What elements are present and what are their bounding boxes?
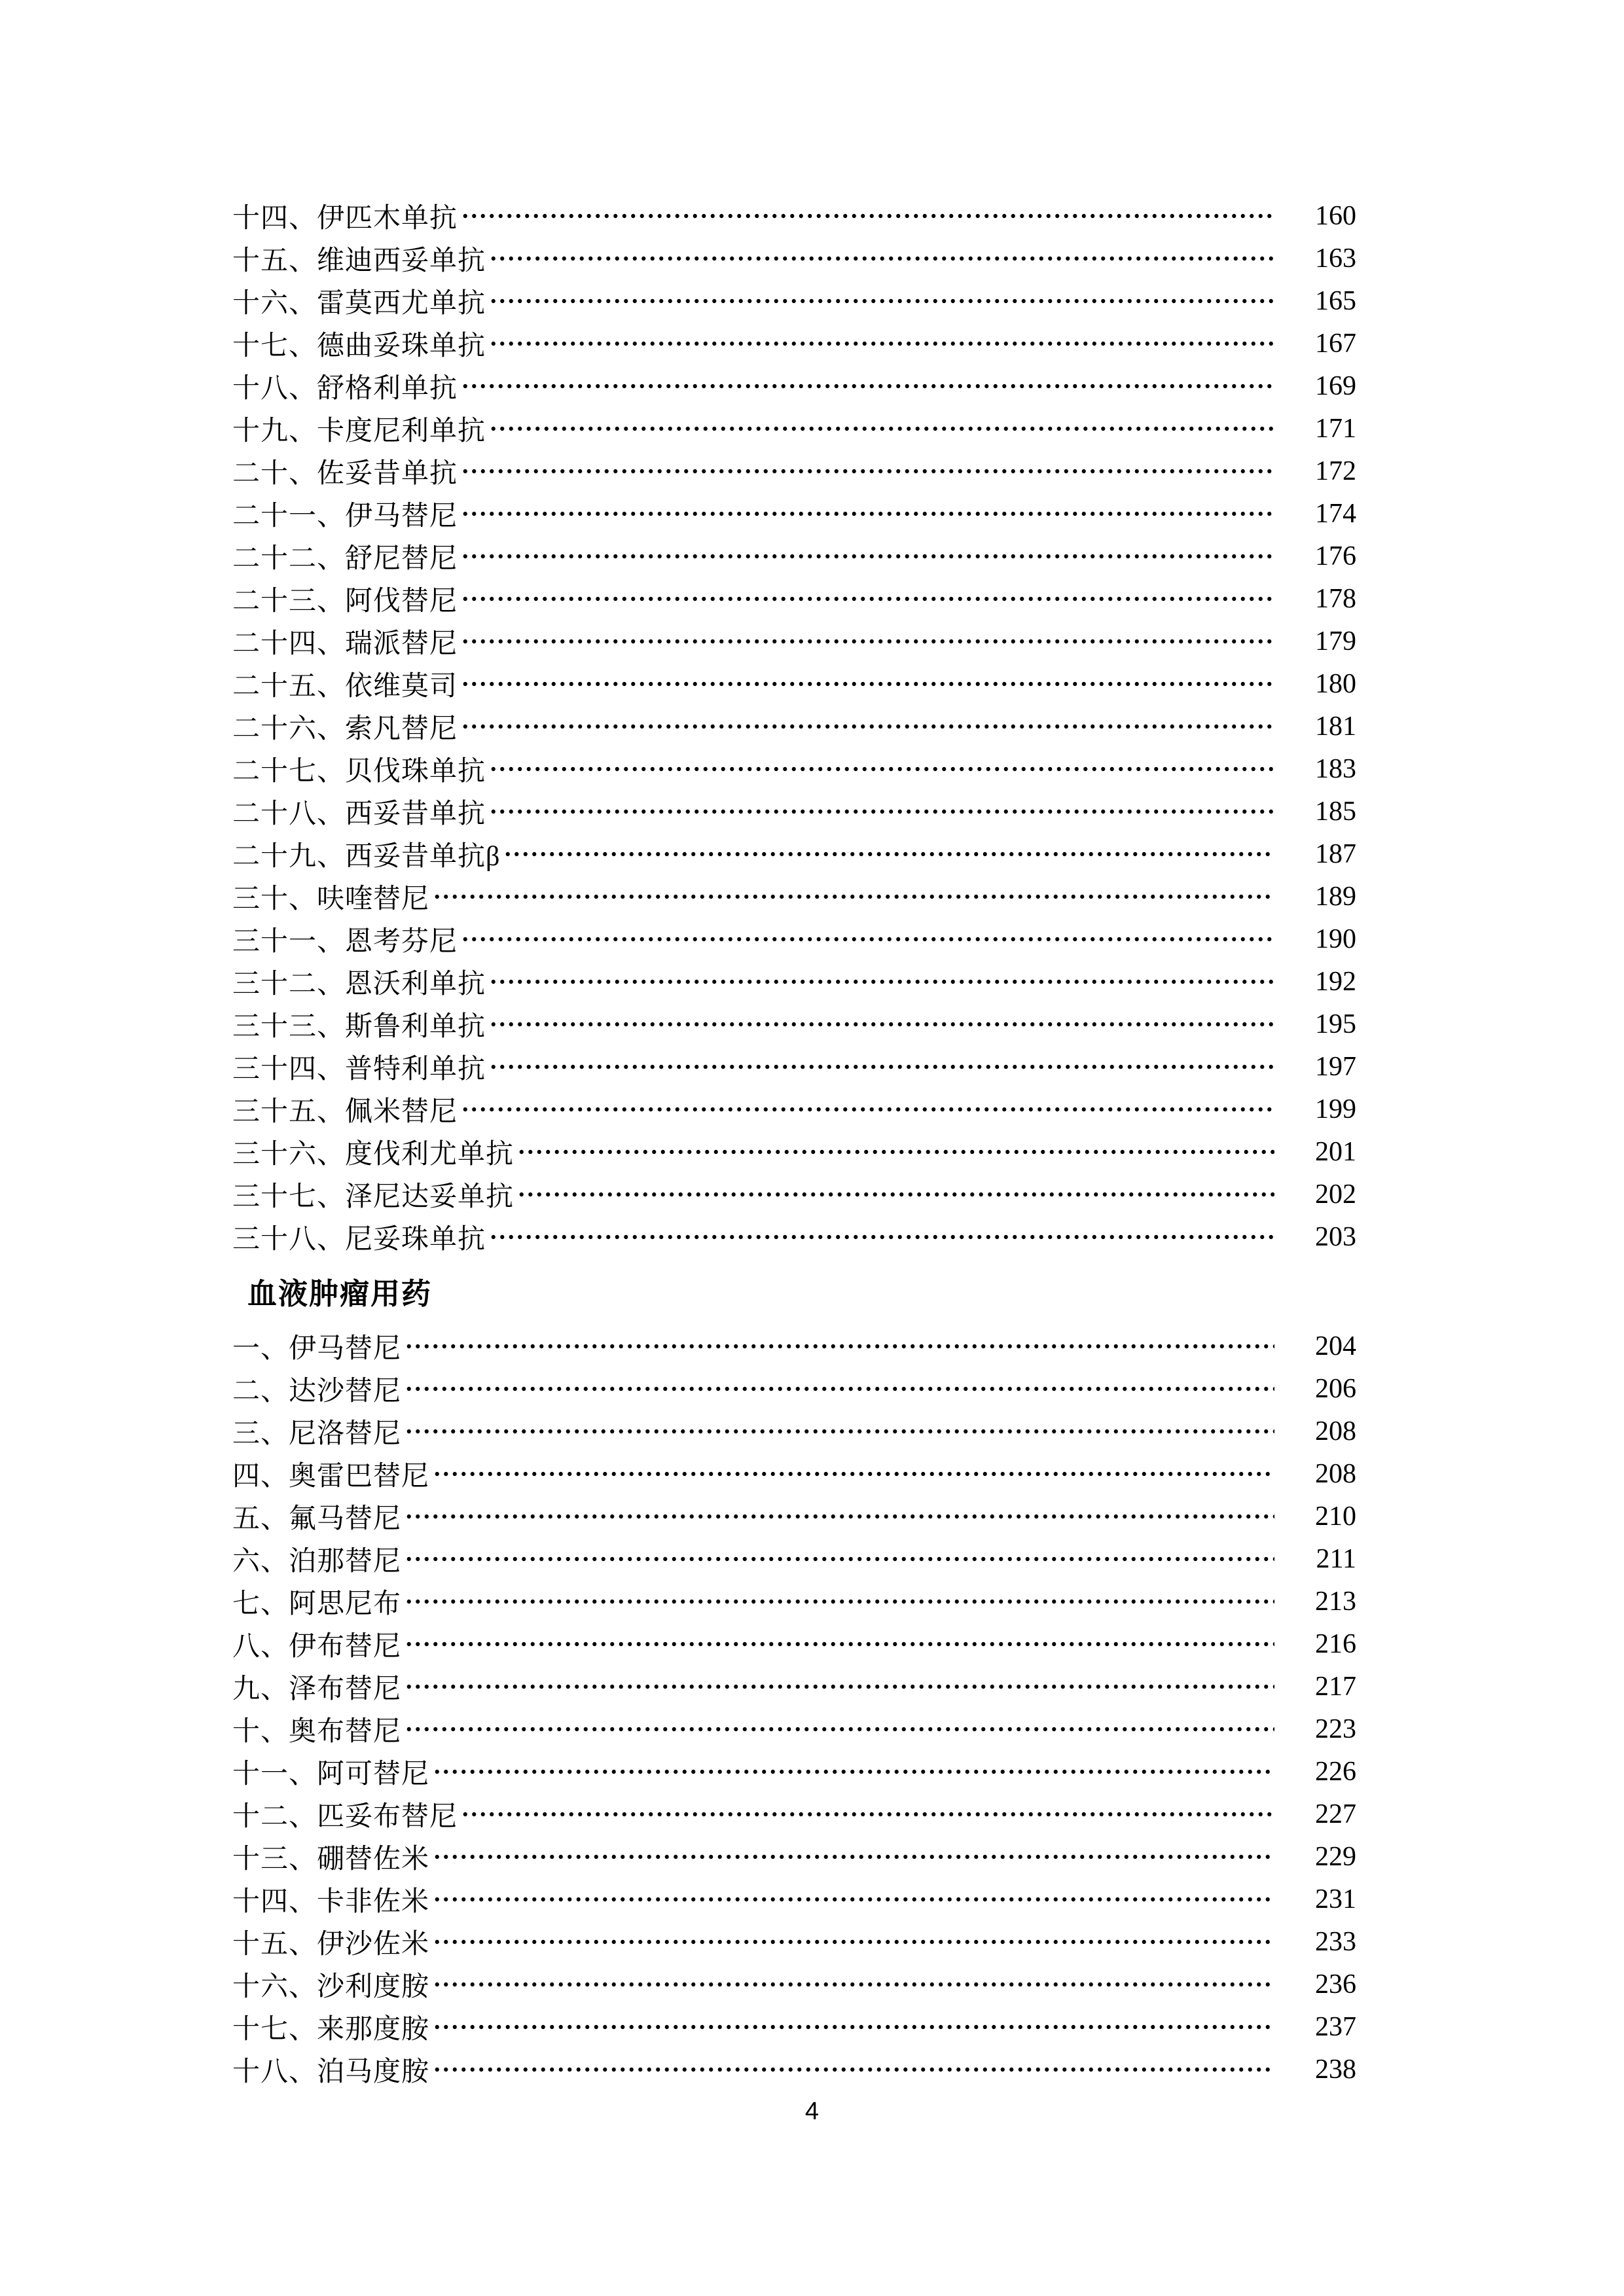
toc-entry-page: 181 [1315,711,1356,742]
toc-entry-label: 十二、匹妥布替尼 [232,1801,458,1832]
toc-entry[interactable] [232,1878,1356,1920]
dot-leader [405,1708,1274,1750]
toc-entry-page: 176 [1315,541,1356,571]
toc-entry-page: 238 [1315,2054,1356,2085]
dot-leader [461,1088,1274,1130]
toc-entry[interactable] [232,662,1356,705]
toc-entry[interactable] [232,1367,1356,1410]
toc-entry-label: 三十五、佩米替尼 [232,1096,458,1127]
dot-leader [489,322,1274,365]
toc-entry-label: 十七、来那度胺 [232,2014,430,2045]
dot-leader [461,577,1274,620]
toc-entry-page: 203 [1315,1221,1356,1252]
dot-leader [433,1963,1274,2005]
toc-entry[interactable] [232,1708,1356,1750]
toc-entry-label: 二十七、贝伐珠单抗 [232,756,486,787]
toc-entry-label: 二十三、阿伐替尼 [232,586,458,617]
toc-entry-label: 十五、伊沙佐米 [232,1929,430,1960]
toc-entry-page: 226 [1315,1756,1356,1787]
dot-leader [433,1835,1274,1878]
dot-leader [489,407,1274,450]
toc-entry-page: 204 [1315,1331,1356,1361]
toc-entry-label: 三十四、普特利单抗 [232,1054,486,1085]
toc-entry-page: 160 [1315,200,1356,231]
dot-leader [461,365,1274,407]
toc-entry-label: 十、奥布替尼 [232,1716,402,1747]
toc-entry-page: 236 [1315,1969,1356,2000]
dot-leader [433,1452,1274,1495]
toc-entry-label: 六、泊那替尼 [232,1546,402,1577]
toc-entry-page: 201 [1315,1136,1356,1167]
toc-entry-label: 十四、伊匹木单抗 [232,203,458,234]
toc-entry-label: 十三、硼替佐米 [232,1844,430,1874]
toc-entry[interactable] [232,1088,1356,1130]
toc-entry-label: 一、伊马替尼 [232,1333,402,1364]
toc-entry-page: 174 [1315,498,1356,529]
toc-entry-page: 163 [1315,243,1356,274]
dot-leader [405,1410,1274,1452]
toc-entry-page: 231 [1315,1884,1356,1914]
dot-leader [461,1793,1274,1835]
toc-entry[interactable] [232,1793,1356,1835]
dot-leader [517,1130,1274,1173]
dot-leader [489,279,1274,322]
dot-leader [405,1367,1274,1410]
toc-entry-label: 十八、泊马度胺 [232,2056,430,2087]
toc-list [232,194,1356,2090]
toc-entry-label: 三十七、泽尼达妥单抗 [232,1181,514,1212]
dot-leader [489,960,1274,1003]
toc-entry-page: 197 [1315,1051,1356,1082]
dot-leader [461,535,1274,577]
toc-entry-page: 217 [1315,1671,1356,1702]
toc-entry-label: 四、奥雷巴替尼 [232,1461,430,1492]
toc-entry[interactable] [232,875,1356,918]
toc-entry-label: 三十二、恩沃利单抗 [232,969,486,999]
toc-entry-label: 二十八、西妥昔单抗 [232,798,486,829]
toc-entry[interactable] [232,1003,1356,1045]
dot-leader [433,2005,1274,2048]
toc-entry-page: 202 [1315,1179,1356,1210]
dot-leader [433,1878,1274,1920]
toc-entry-label: 二十五、依维莫司 [232,671,458,702]
toc-entry-page: 237 [1315,2011,1356,2042]
toc-entry-label: 二十九、西妥昔单抗β [232,841,501,872]
dot-leader [461,918,1274,960]
toc-entry-page: 229 [1315,1841,1356,1872]
toc-entry-label: 二十六、索凡替尼 [232,713,458,744]
dot-leader [461,492,1274,535]
toc-entry-page: 190 [1315,924,1356,954]
toc-entry-page: 227 [1315,1799,1356,1829]
toc-entry[interactable] [232,1963,1356,2005]
toc-entry[interactable] [232,747,1356,790]
dot-leader [433,2048,1274,2090]
toc-entry[interactable] [232,1130,1356,1173]
dot-leader [405,1495,1274,1537]
dot-leader [405,1580,1274,1623]
dot-leader [489,1215,1274,1258]
toc-entry[interactable] [232,577,1356,620]
toc-entry-label: 五、氟马替尼 [232,1503,402,1534]
toc-entry-page: 178 [1315,583,1356,614]
toc-entry[interactable] [232,279,1356,322]
toc-entry-label: 二十、佐妥昔单抗 [232,458,458,489]
toc-entry[interactable] [232,1750,1356,1793]
toc-entry[interactable] [232,1623,1356,1665]
toc-entry-page: 216 [1315,1628,1356,1659]
toc-entry-label: 八、伊布替尼 [232,1631,402,1662]
toc-entry-page: 195 [1315,1009,1356,1039]
toc-entry[interactable] [232,492,1356,535]
toc-entry[interactable] [232,407,1356,450]
toc-entry-page: 172 [1315,456,1356,486]
dot-leader [433,1750,1274,1793]
toc-entry[interactable] [232,1920,1356,1963]
toc-entry-label: 二十二、舒尼替尼 [232,543,458,574]
toc-entry[interactable] [232,1045,1356,1088]
toc-entry-label: 三十、呋喹替尼 [232,884,430,914]
toc-entry[interactable] [232,1537,1356,1580]
toc-entry-page: 189 [1315,881,1356,912]
toc-entry-label: 十八、舒格利单抗 [232,373,458,404]
dot-leader [489,237,1274,279]
toc-entry-page: 213 [1315,1586,1356,1617]
toc-entry[interactable] [232,2005,1356,2048]
toc-entry-page: 183 [1315,753,1356,784]
dot-leader [489,1045,1274,1088]
dot-leader [503,833,1274,875]
toc-entry[interactable] [232,705,1356,747]
toc-entry-label: 十六、雷莫西尤单抗 [232,288,486,319]
toc-entry-page: 180 [1315,668,1356,699]
toc-entry[interactable] [232,1665,1356,1708]
toc-entry[interactable] [232,365,1356,407]
toc-entry-page: 208 [1315,1416,1356,1446]
toc-entry-page: 233 [1315,1926,1356,1957]
toc-entry-label: 十九、卡度尼利单抗 [232,416,486,446]
toc-entry-label: 十五、维迪西妥单抗 [232,245,486,276]
dot-leader [405,1623,1274,1665]
dot-leader [489,790,1274,833]
dot-leader [433,1920,1274,1963]
toc-entry[interactable] [232,1173,1356,1215]
toc-entry-label: 三十三、斯鲁利单抗 [232,1011,486,1042]
toc-entry-page: 185 [1315,796,1356,827]
page-number: 4 [804,2098,820,2125]
dot-leader [405,1537,1274,1580]
toc-entry-page: 210 [1315,1501,1356,1532]
toc-entry[interactable] [232,1452,1356,1495]
toc-entry-label: 九、泽布替尼 [232,1674,402,1704]
toc-entry-page: 165 [1315,285,1356,316]
toc-entry[interactable] [232,790,1356,833]
toc-entry-page: 187 [1315,838,1356,869]
toc-entry-label: 十七、德曲妥珠单抗 [232,331,486,361]
toc-entry-page: 179 [1315,626,1356,656]
toc-entry[interactable] [232,1325,1356,1367]
toc-entry[interactable] [232,833,1356,875]
toc-entry[interactable] [232,237,1356,279]
toc-entry[interactable] [232,620,1356,662]
toc-entry[interactable] [232,322,1356,365]
dot-leader [489,1003,1274,1045]
toc-entry[interactable] [232,2048,1356,2090]
toc-entry-page: 208 [1315,1458,1356,1489]
toc-entry-label: 十四、卡非佐米 [232,1886,430,1917]
toc-entry-page: 169 [1315,370,1356,401]
toc-entry-page: 211 [1316,1543,1356,1574]
toc-entry-page: 167 [1315,328,1356,359]
toc-entry-page: 171 [1315,413,1356,444]
toc-entry[interactable] [232,1495,1356,1537]
toc-entry[interactable] [232,1580,1356,1623]
toc-entry-label: 七、阿思尼布 [232,1588,402,1619]
toc-entry-label: 三十六、度伐利尤单抗 [232,1139,514,1170]
toc-entry-label: 十六、沙利度胺 [232,1971,430,2002]
dot-leader [405,1665,1274,1708]
toc-entry-label: 三十一、恩考芬尼 [232,926,458,957]
dot-leader [461,705,1274,747]
toc-entry-label: 二十四、瑞派替尼 [232,628,458,659]
dot-leader [461,450,1274,492]
toc-entry-label: 二十一、伊马替尼 [232,501,458,531]
dot-leader [517,1173,1274,1215]
dot-leader [489,747,1274,790]
toc-entry[interactable] [232,1215,1356,1258]
toc-entry-page: 223 [1315,1713,1356,1744]
section-heading: 血液肿瘤用药 [247,1277,433,1310]
toc-entry[interactable] [232,918,1356,960]
toc-entry-page: 199 [1315,1094,1356,1124]
toc-entry[interactable] [232,960,1356,1003]
dot-leader [461,662,1274,705]
toc-entry[interactable] [232,1835,1356,1878]
dot-leader [433,875,1274,918]
toc-entry-label: 二、达沙替尼 [232,1376,402,1407]
dot-leader [461,620,1274,662]
toc-entry[interactable] [232,535,1356,577]
toc-entry-page: 206 [1315,1373,1356,1404]
dot-leader [461,194,1274,237]
toc-entry-label: 三十八、尼妥珠单抗 [232,1224,486,1255]
toc-entry[interactable] [232,194,1356,237]
toc-entry-label: 十一、阿可替尼 [232,1759,430,1789]
dot-leader [405,1325,1274,1367]
toc-entry-label: 三、尼洛替尼 [232,1418,402,1449]
toc-entry[interactable] [232,450,1356,492]
toc-entry-page: 192 [1315,966,1356,997]
toc-entry[interactable] [232,1410,1356,1452]
